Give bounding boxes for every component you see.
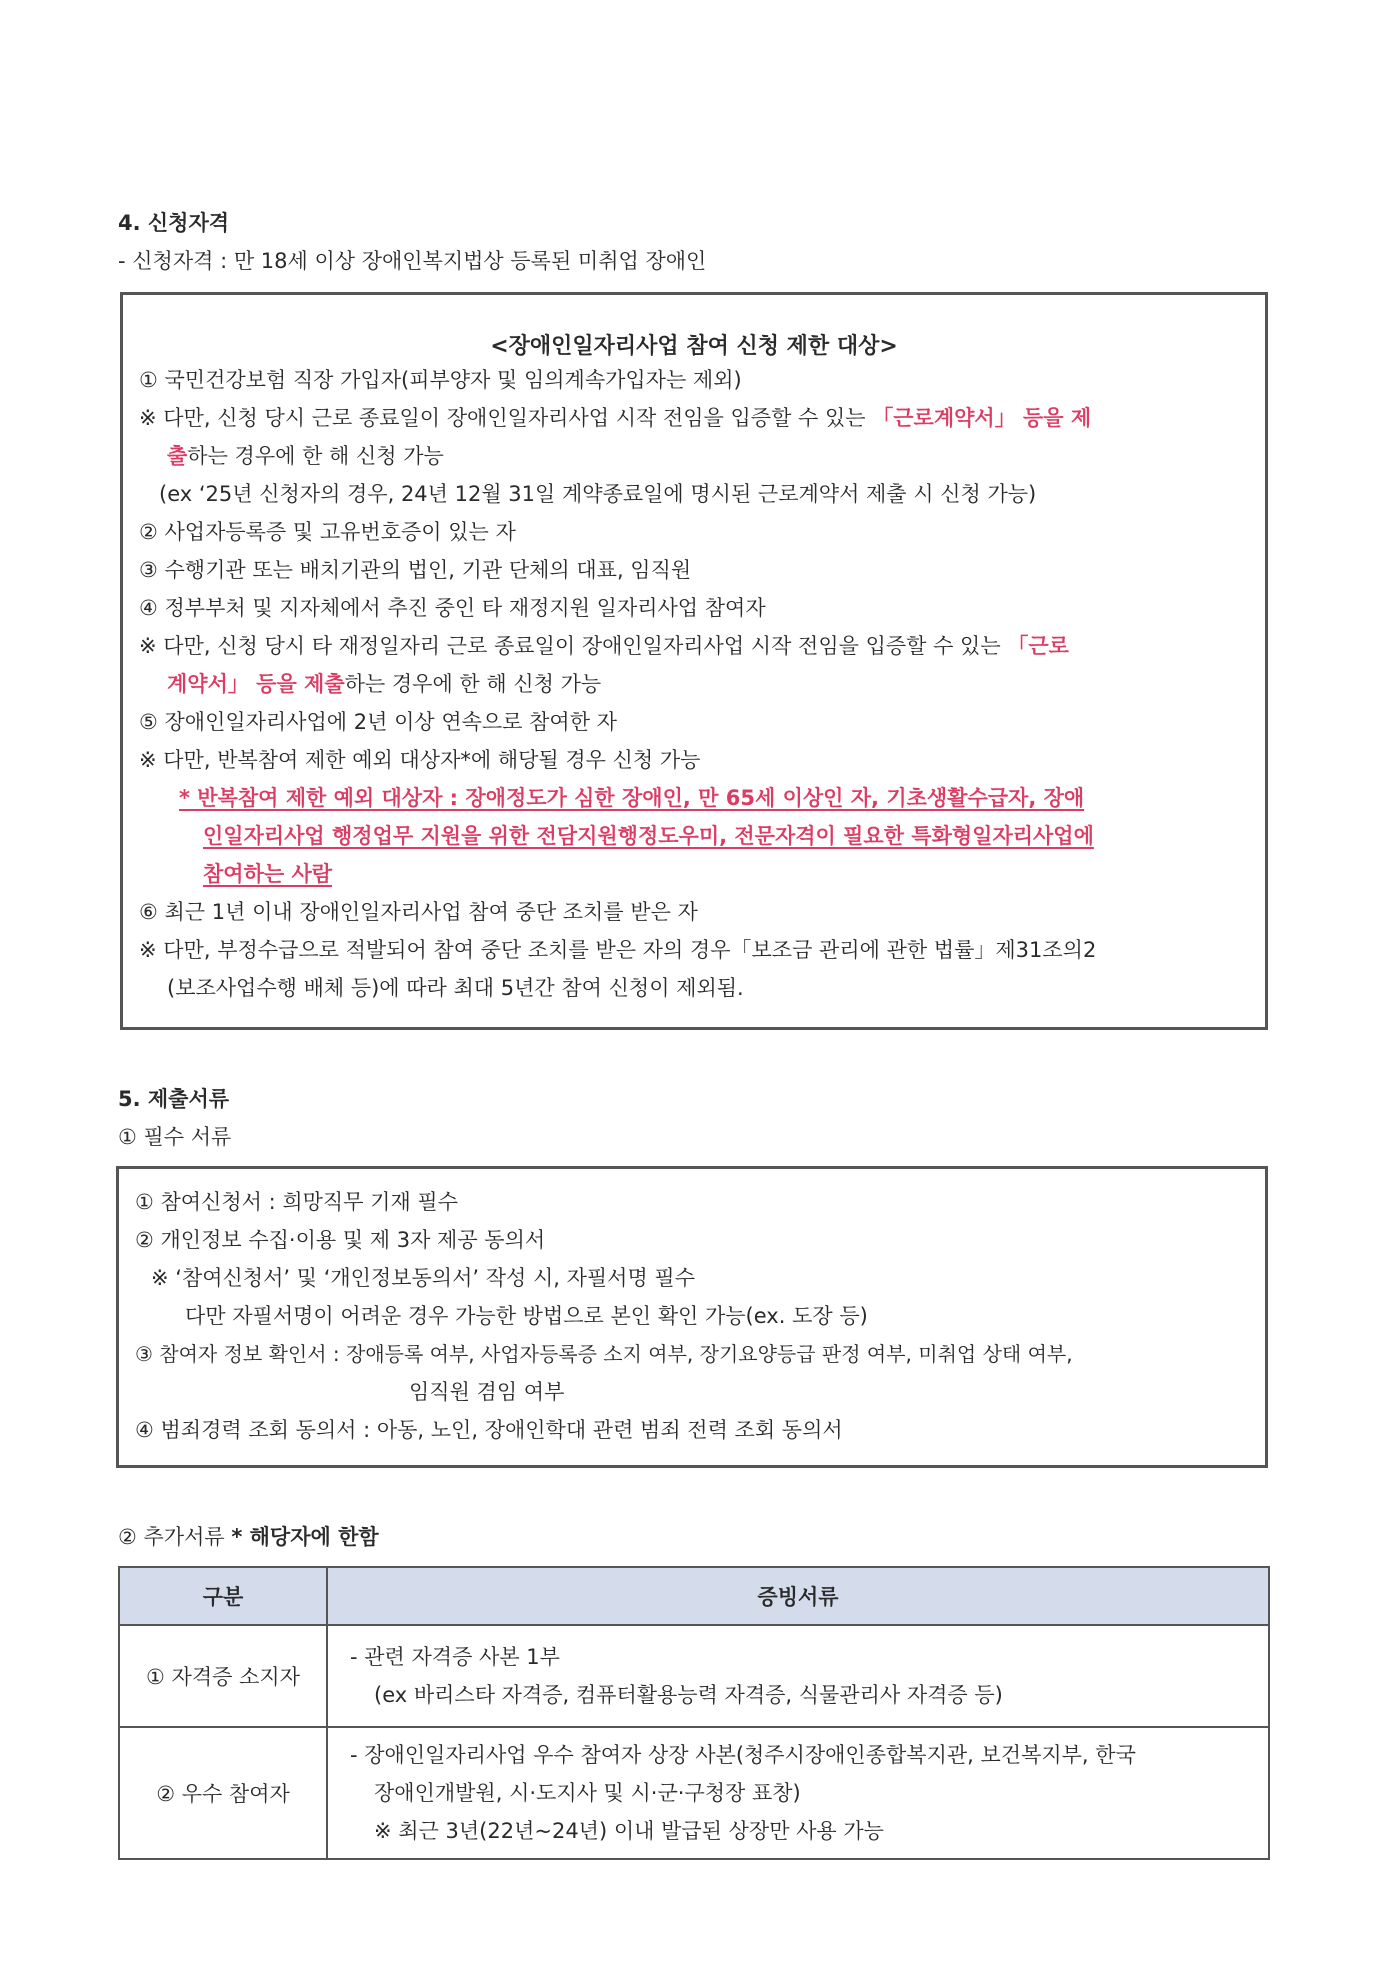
restriction-example: (ex ‘25년 신청자의 경우, 24년 12월 31일 계약종료일에 명시된 근로계약서 제출 시 신청 가능) <box>159 482 1037 506</box>
restriction-item-4: ④ 정부부처 및 지자체에서 추진 중인 타 재정지원 일자리사업 참여자 <box>139 596 766 620</box>
table-cell-documents: - 장애인일자리사업 우수 참여자 상장 사본(청주시장애인종합복지관, 보건복지부, 한국 장애인개발원, 시·도지사 및 시·군·구청장 표창) ※ 최근 3년(22년~24년) 이내 발급된 상장만 사용 가능 <box>327 1727 1269 1859</box>
table-header-documents: 증빙서류 <box>327 1567 1269 1625</box>
eligibility-text: - 신청자격 : 만 18세 이상 장애인복지법상 등록된 미취업 장애인 <box>118 249 707 273</box>
restriction-note-4: ※ 다만, 신청 당시 타 재정일자리 근로 종료일이 장애인일자리사업 시작 전임을 입증할 수 있는 「근로 <box>139 634 1069 658</box>
restriction-note-6-cont: (보조사업수행 배체 등)에 따라 최대 5년간 참여 신청이 제외됨. <box>167 976 744 1000</box>
required-docs-box <box>116 1166 1268 1468</box>
contract-highlight: 「근로계약서」 등을 제 <box>872 406 1092 430</box>
signature-note-cont: 다만 자필서명이 어려운 경우 가능한 방법으로 본인 확인 가능(ex. 도장 등) <box>185 1304 868 1328</box>
section-4-heading: 4. 신청자격 <box>118 211 230 235</box>
restriction-item-3: ③ 수행기관 또는 배치기관의 법인, 기관 단체의 대표, 임직원 <box>139 558 692 582</box>
table-cell-category: ② 우수 참여자 <box>119 1727 327 1859</box>
exception-line-2: 인일자리사업 행정업무 지원을 위한 전담지원행정도우미, 전문자격이 필요한 특화형일자리사업에 <box>203 824 1094 848</box>
restriction-note-5: ※ 다만, 반복참여 제한 예외 대상자*에 해당될 경우 신청 가능 <box>139 748 701 772</box>
signature-note: ※ ‘참여신청서’ 및 ‘개인정보동의서’ 작성 시, 자필서명 필수 <box>151 1266 695 1290</box>
required-doc-4: ④ 범죄경력 조회 동의서 : 아동, 노인, 장애인학대 관련 범죄 전력 조회 동의서 <box>135 1418 843 1442</box>
restriction-note-1: ※ 다만, 신청 당시 근로 종료일이 장애인일자리사업 시작 전임을 입증할 수 있는 「근로계약서」 등을 제 <box>139 406 1092 430</box>
restriction-item-2: ② 사업자등록증 및 고유번호증이 있는 자 <box>139 520 516 544</box>
restriction-item-1: ① 국민건강보험 직장 가입자(피부양자 및 임의계속가입자는 제외) <box>139 368 742 392</box>
required-doc-3: ③ 참여자 정보 확인서 : 장애등록 여부, 사업자등록증 소지 여부, 장기요양등급 판정 여부, 미취업 상태 여부, <box>135 1342 1073 1366</box>
table-row <box>119 1727 1269 1859</box>
restriction-item-5: ⑤ 장애인일자리사업에 2년 이상 연속으로 참여한 자 <box>139 710 617 734</box>
required-doc-3-cont: 임직원 겸임 여부 <box>409 1380 565 1404</box>
table-row <box>119 1625 1269 1727</box>
table-cell-category: ① 자격증 소지자 <box>119 1625 327 1727</box>
exception-line-3: 참여하는 사람 <box>203 862 333 886</box>
restriction-item-6: ⑥ 최근 1년 이내 장애인일자리사업 참여 중단 조치를 받은 자 <box>139 900 698 924</box>
section-5-heading: 5. 제출서류 <box>118 1087 230 1111</box>
additional-docs-table <box>118 1566 1270 1860</box>
table-header-category: 구분 <box>119 1567 327 1625</box>
required-doc-1: ① 참여신청서 : 희망직무 기재 필수 <box>135 1190 458 1214</box>
required-docs-label: ① 필수 서류 <box>118 1125 232 1149</box>
required-doc-2: ② 개인정보 수집·이용 및 제 3자 제공 동의서 <box>135 1228 546 1252</box>
restriction-note-6: ※ 다만, 부정수급으로 적발되어 참여 중단 조치를 받은 자의 경우「보조금 관리에 관한 법률」제31조의2 <box>139 938 1097 962</box>
exception-line-1: * 반복참여 제한 예외 대상자 : 장애정도가 심한 장애인, 만 65세 이상인 자, 기초생활수급자, 장애 <box>179 786 1085 810</box>
restriction-note-1-cont: 출하는 경우에 한 해 신청 가능 <box>167 444 444 468</box>
additional-docs-note: * 해당자에 한함 <box>231 1525 379 1549</box>
restriction-note-4-cont: 계약서」 등을 제출하는 경우에 한 해 신청 가능 <box>167 672 602 696</box>
table-cell-documents: - 관련 자격증 사본 1부 (ex 바리스타 자격증, 컴퓨터활용능력 자격증, 식물관리사 자격증 등) <box>327 1625 1269 1727</box>
additional-docs-label: ② 추가서류 * 해당자에 한함 <box>118 1525 379 1549</box>
restriction-box-title: <장애인일자리사업 참여 신청 제한 대상> <box>490 334 898 359</box>
restriction-box <box>120 292 1268 1030</box>
